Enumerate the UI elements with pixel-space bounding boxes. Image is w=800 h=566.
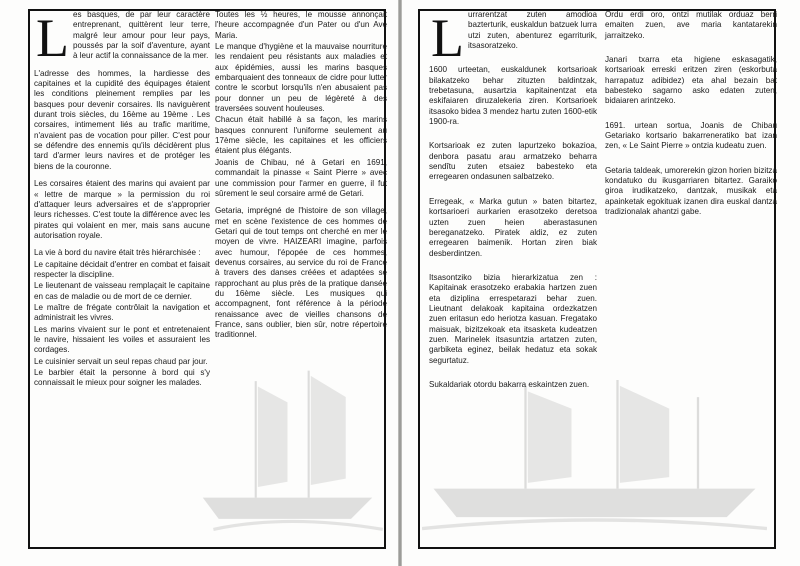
paragraph: Getaria taldeak, umorerekin gizon horien bizitza kondatuko du ikusgarriaren bitartez. Garaiko giroa irudikatzeko, dantzak, musikak eta apainketak egokituak izanen dira euskal dantza tradizionalak ahantzi gabe. bbox=[605, 165, 777, 217]
paragraph: Le manque d'hygiène et la mauvaise nourriture les rendaient peu résistants aux maladies et aux épidémies, aussi les marins basques embarquaient des tonneaux de cidre pour lutter contre le scorbut lorsqu'ils n'en abusaient pas pour donner un peu de légèreté à des traversées souvent houleuses. bbox=[215, 42, 387, 114]
paragraph: Toutes les ½ heures, le mousse annonçait l'heure accompagnée d'un Pater ou d'un Ave Maria. bbox=[215, 10, 387, 40]
paragraph: Ordu erdi oro, ontzi mutilak orduaz berri emaiten zuen, ave maria kantatarekin jarraitzeko. bbox=[605, 10, 777, 40]
left-page-french bbox=[0, 0, 398, 566]
paragraph: Le lieutenant de vaisseau remplaçait le capitaine en cas de maladie ou de mort de ce dernier. bbox=[34, 281, 210, 301]
paragraph: Joanis de Chibau, né à Getari en 1691, commandait la pinasse « Saint Pierre » avec une commission pour l'armer en guerre, il fut sûrement le seul corsaire armé de Getari. bbox=[215, 157, 387, 198]
right-page-basque bbox=[402, 0, 800, 566]
paragraph: Les corsaires étaient des marins qui avaient par « lettre de marque » la permission du roi d'attaquer leurs adversaires et de s'approprier leurs richesses. C'est toute la différence avec les pirates qui volaient en mer, mais sans aucune autorisation royale. bbox=[34, 179, 210, 240]
left-column-2 bbox=[215, 10, 387, 348]
paragraph: urrarentzat zuten amodioa bazterturik, euskaldun batzuek lurra utzi zuten, abenturez egarriturik, itsasoratzeko. bbox=[468, 10, 597, 51]
right-column-2 bbox=[605, 10, 777, 225]
paragraph: Sukaldariak otordu bakarra eskaintzen zuen. bbox=[429, 379, 590, 389]
paragraph: Kortsarioak ez zuten lapurtzeko bokazioa, denbora pasatu arau armatzeko beharra sendîtu zuten etsaiez babesteko eta erregearen ondasunen salbatzeko. bbox=[429, 141, 597, 182]
paragraph: Les marins vivaient sur le pont et entretenaient le navire, hissaient les voiles et assuraient les cordages. bbox=[34, 324, 210, 355]
right-column-1 bbox=[429, 10, 597, 397]
paragraph: Erregeak, « Marka gutun » baten bitartez, kortsarioeri aurkarien erasotzeko deretsoa uzten zuen heien aberastasunen bereganatzeko. Piratek aldiz, ez zuten erregearen baimenik. Hortan ziren biak desberdintzen. bbox=[429, 196, 597, 258]
dropcap-l: L bbox=[431, 8, 464, 68]
paragraph: Le maître de frégate contrôlait la navigation et administrait les vivres. bbox=[34, 302, 210, 323]
paragraph: La vie à bord du navire était très hiérarchisée : bbox=[34, 248, 201, 258]
paragraph: 1691. urtean sortua, Joanis de Chibau Getariako kortsario bakarreneratiko bat izan zen, « Le Saint Pierre » ontzia kudeatu zuen. bbox=[605, 120, 777, 151]
paragraph: es basques, de par leur caractère entreprenant, quittèrent leur terre, malgré leur amour pour leur pays, poussés par la soif d'aventure, ayant à leur actif la connaissance de la mer. bbox=[73, 10, 210, 61]
paragraph: Le barbier était la personne à bord qui s'y connaissait le mieux pour soigner les malades. bbox=[34, 368, 210, 388]
paragraph: Itsasontziko bizia hierarkizatua zen : Kapitainak erasotzeko erabakia hartzen zuen eta diziplina errespetarazi behar zuen. Lieutnant delakoak kapitaina ordezkatzen zuen eritasun edo heriotza kasuan. Fregatako maisuak, bizitzekoak eta itsasketa kudeatzen zuen. Marinelek itsasuntzia artatzen zuten, garbiketa eginez, beilak hedatuz eta sokak segurtatuz. bbox=[429, 272, 597, 365]
paragraph: Getaria, imprégné de l'histoire de son village, met en scène l'existence de ces hommes de Getari qui de tout temps ont cherché en mer le moyen de vivre. HAIZEARI imagine, parfois avec humour, l'épopée de ces hommes, devenus corsaires, au service du roi de France à travers des danses créées et adaptées se rapprochant au plus près de la pratique dansée du 16ème siècle. Les musiques qui accompagnent, font référence à la période renaissance avec de vieilles chansons de France, sans oublier, bien sûr, notre répertoire traditionnel. bbox=[215, 206, 387, 340]
paragraph: 1600 urteetan, euskaldunek kortsarioak bilakatzeko behar zituzten baldintzak, trebetasuna, ausartzia kapitainentzat eta eskifaiaren diruzalekeria ziren. Kortsarioek itsasoko bidea 3 mendez hartu zuten 1600-etik 1900-ra. bbox=[429, 65, 597, 127]
left-column-1 bbox=[34, 10, 210, 396]
paragraph: Janari txarra eta higiene eskasagatik, kortsarioak erreski eritzen ziren (eskorbuta harrapatuz adibidez) eta ahal bezain bat babesteko sagarno asko edaten zuten, bidaiaren arintzeko. bbox=[605, 55, 777, 106]
dropcap-l: L bbox=[36, 8, 69, 68]
paragraph: Le cuisinier servait un seul repas chaud par jour. bbox=[34, 356, 208, 366]
paragraph: Le capitaine décidait d'entrer en combat et faisait respecter la discipline. bbox=[34, 259, 210, 279]
paragraph: Chacun était habillé à sa façon, les marins basques connurent l'uniforme seulement au 17ème siècle, les capitaines et les officiers étaient plus élégants. bbox=[215, 115, 387, 156]
paragraph: L'adresse des hommes, la hardiesse des capitaines et la cupidité des équipages étaient les conditions pleinement remplies par les basques pour devenir corsaires. Ils naviguèrent durant trois siècles, du 16ème au 19ème . Les corsaires, intimement liés au trafic maritime, n'avaient pas de vocation pour piller. C'est pour se défendre des ennemis qu'ils décidèrent plus tard d'armer leurs navires et de protéger les biens de la couronne. bbox=[34, 68, 210, 171]
